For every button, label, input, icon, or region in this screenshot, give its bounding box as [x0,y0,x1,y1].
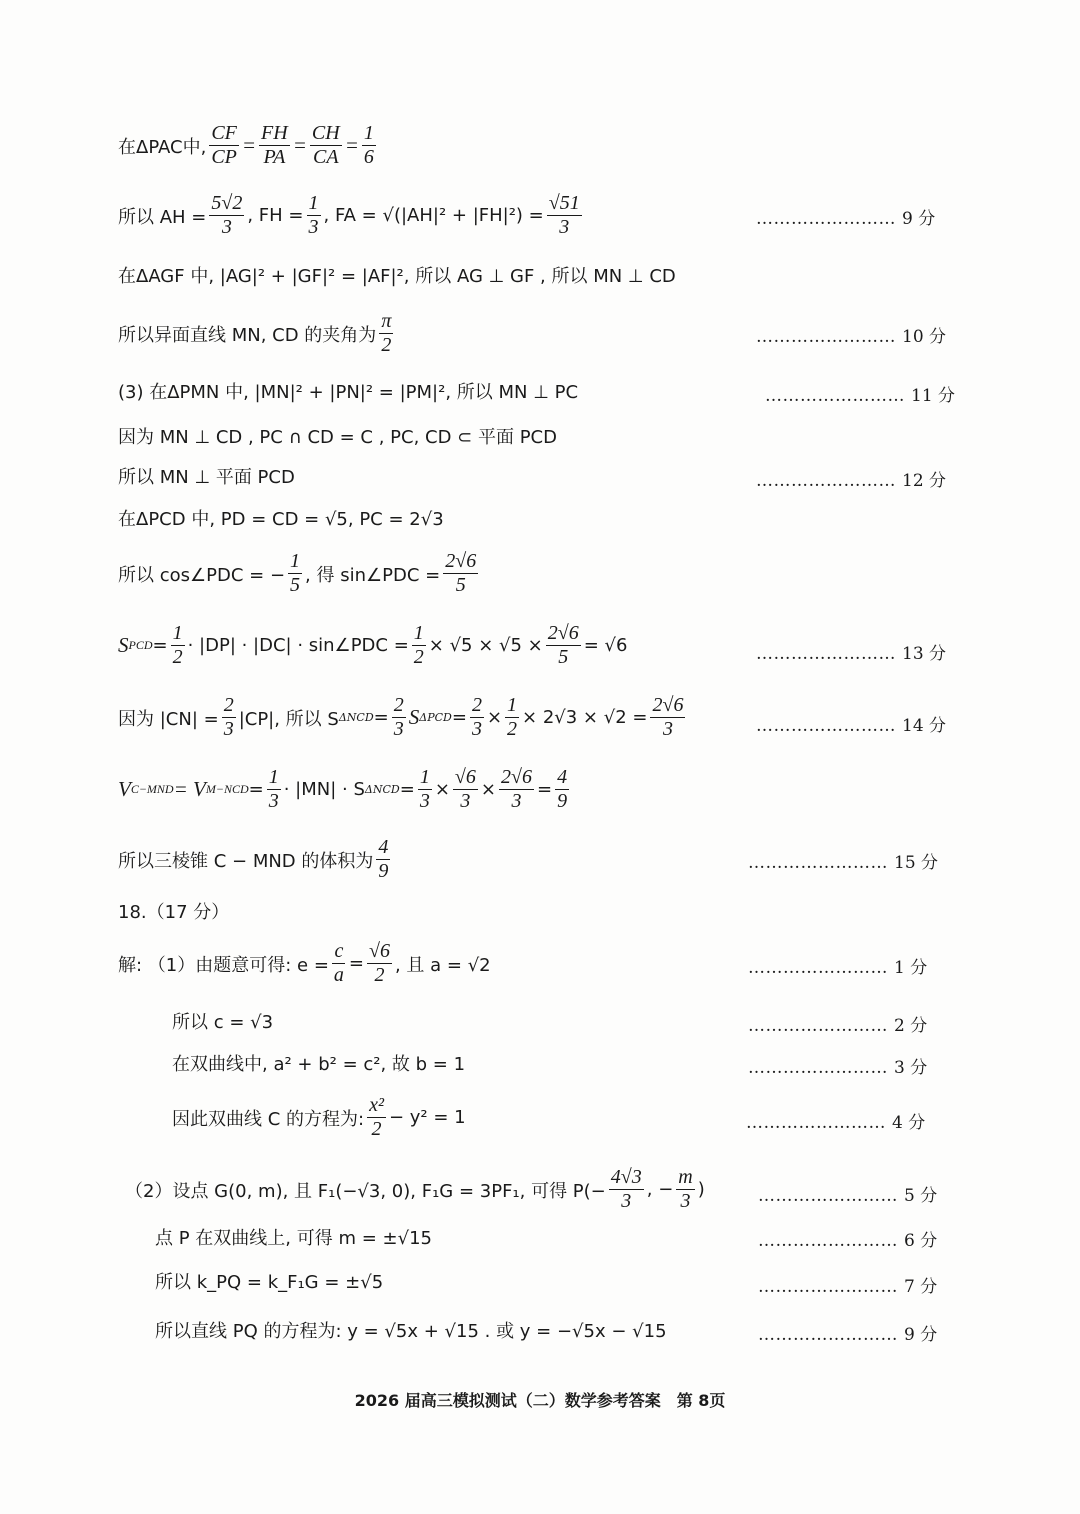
line-text: , 得 sin∠PDC = [305,564,441,586]
line-text: ) [697,1179,705,1200]
fraction: $\frac{2√6}{3}$ [652,694,684,740]
fraction: $\frac{\pi}{2}$ [381,310,392,356]
solution-line [172,1050,465,1076]
solution-line [155,1317,667,1343]
line-text: 解: （1）由题意可得: e = [118,954,329,976]
line-text: , − [646,1179,674,1200]
fraction: $\frac{1}{3}$ [419,766,430,812]
score-mark: …………………… 14 分 [756,716,947,736]
line-text: 因为 MN ⊥ CD , PC ∩ CD = C , PC, CD ⊂ 平面 PCD [118,427,557,448]
fraction: $\frac{1}{2}$ [507,694,518,740]
line-text: = [399,779,415,800]
line-text: 所以 cos∠PDC = − [118,564,286,586]
solution-line: S PCD = $\frac{1}{2}$ · |DP| · |DC| · sin∠PDC = $\frac{1}{2}$ × √5 × √5 × $\frac{2√6}{5}$ = √6 [118,622,628,668]
solution-line [172,1094,466,1141]
solution-line [118,310,396,357]
line-text: 因此双曲线 C 的方程为: [172,1108,365,1130]
line-text: × √5 × √5 × [428,635,543,656]
fraction: $\frac{2√6}{5}$ [547,622,579,668]
score-mark: …………………… 6 分 [758,1231,938,1251]
line-text: = [373,707,389,728]
fraction: $\frac{1}{2}$ [172,622,183,668]
fraction: $\frac{1}{3}$ [308,192,319,238]
line-text: 所以 MN ⊥ 平面 PCD [118,467,295,488]
score-mark: …………………… 7 分 [758,1277,938,1297]
line-text: 所以直线 PQ 的方程为: y = √5x + √15 . 或 y = −√5x − √15 [155,1321,667,1342]
fraction: $\frac{FH}{PA}$ [261,122,288,168]
line-text: , FH = [247,205,304,226]
solution-line [118,505,444,531]
fraction: $\frac{√6}{3}$ [454,766,476,812]
solution-line: V C−MND = V M−NCD = $\frac{1}{3}$ · |MN| · S ΔNCD = $\frac{1}{3}$ × $\frac{√6}{3}$ × $\frac{2√6}{3}$ = $\frac{4}{9}$ [118,766,568,812]
solution-line [118,550,481,597]
fraction: $\frac{1}{3}$ [268,766,279,812]
fraction: $\frac{1}{5}$ [290,550,301,596]
line-text: 在ΔAGF 中, |AG|² + |GF|² = |AF|², 所以 AG ⊥ GF , 所以 MN ⊥ CD [118,266,676,287]
line-text: − y² = 1 [388,1107,466,1128]
solution-line: 在ΔPAC中, $\frac{CF}{CP}$ = $\frac{FH}{PA}$ = $\frac{CH}{CA}$ = $\frac{1}{6}$ [118,122,374,168]
line-text: = [536,779,553,800]
fraction: $\frac{1}{2}$ [413,622,424,668]
solution-line [118,262,676,288]
fraction: $\frac{\text{x²}}{2}$ [369,1094,384,1140]
fraction: $\frac{2}{3}$ [223,694,234,740]
solution-line [118,378,578,404]
line-text: 在ΔPCD 中, PD = CD = √5, PC = 2√3 [118,509,444,530]
line-text: |CP|, 所以 S [238,708,339,730]
line-text: , FA = √(|AH|² + |FH|²) = [323,205,544,226]
line-text: × 2√3 × √2 = [522,707,648,728]
fraction: $\frac{CF}{CP}$ [211,122,237,168]
fraction: $\frac{2}{3}$ [393,694,404,740]
fraction: $\frac{√51}{3}$ [548,192,580,238]
page-footer: 2026 届高三模拟测试（二）数学参考答案 第 8页 [354,1391,726,1410]
fraction: $\frac{CH}{CA}$ [311,122,340,168]
solution-line [118,836,393,883]
question-header [118,898,229,924]
line-text: × [486,707,503,728]
line-text: 所以 c = √3 [172,1012,274,1033]
line-text: × [434,779,450,800]
line-text: 所以 AH = [118,206,207,228]
fraction: $\frac{4}{9}$ [378,836,389,882]
score-mark: …………………… 3 分 [748,1058,928,1078]
line-text: 18.（17 分） [118,902,230,923]
score-mark: …………………… 1 分 [748,958,928,978]
score-mark: …………………… 10 分 [756,327,947,347]
line-text: = [248,779,264,800]
line-text: 在ΔPAC中, [118,136,207,158]
line-text: 因为 |CN| = [118,708,219,730]
solution-line [155,1268,383,1294]
fraction: $\frac{2√6}{3}$ [500,766,532,812]
score-mark: …………………… 2 分 [748,1016,928,1036]
score-mark: …………………… 11 分 [765,386,956,406]
score-mark: …………………… 12 分 [756,471,947,491]
score-mark: …………………… 9 分 [756,209,936,229]
score-mark: …………………… 9 分 [758,1325,938,1345]
line-text: = √6 [583,635,628,656]
solution-line [118,192,585,239]
solution-line [125,1166,705,1213]
line-text: 在双曲线中, a² + b² = c², 故 b = 1 [172,1054,466,1075]
line-text: 所以 k_PQ = k_F₁G = ±√5 [155,1272,384,1293]
line-text: × [480,779,496,800]
solution-line [155,1224,432,1250]
score-mark: …………………… 13 分 [756,644,947,664]
solution-line: 因为 |CN| = $\frac{2}{3}$ |CP|, 所以 S ΔNCD = $\frac{2}{3}$ S ΔPCD = $\frac{2}{3}$ × $\frac{1}{2}$ × 2√3 × √2 = $\frac{2√6}{3}$ [118,694,684,740]
line-text: , 且 a = √2 [394,954,491,976]
line-text: = [348,953,364,974]
line-text: = [451,707,467,728]
line-text: 所以三棱锥 C − MND 的体积为 [118,850,374,872]
solution-line [118,423,557,449]
line-text: （2）设点 G(0, m), 且 F₁(−√3, 0), F₁G = 3PF₁, 可得 P(− [125,1180,606,1202]
line-text: 所以异面直线 MN, CD 的夹角为 [118,324,377,346]
line-text: = [152,635,168,656]
solution-line [118,463,295,489]
fraction: $\frac{1}{6}$ [363,122,374,168]
score-mark: …………………… 4 分 [746,1113,926,1133]
fraction: $\frac{2√6}{5}$ [445,550,477,596]
line-text: · |DP| · |DC| · sin∠PDC = [187,635,409,656]
fraction: $\frac{4√3}{3}$ [610,1166,642,1212]
score-mark: …………………… 5 分 [758,1186,938,1206]
fraction: $\frac{m}{3}$ [678,1166,693,1212]
fraction: $\frac{2}{3}$ [471,694,482,740]
score-mark: …………………… 15 分 [748,853,939,873]
fraction: $\frac{5√2}{3}$ [211,192,243,238]
line-text: 点 P 在双曲线上, 可得 m = ±√15 [155,1228,432,1249]
fraction: $\frac{4}{9}$ [557,766,568,812]
solution-line [118,940,491,987]
line-text: (3) 在ΔPMN 中, |MN|² + |PN|² = |PM|², 所以 MN ⊥ PC [118,382,579,403]
fraction: $\frac{√6}{2}$ [369,940,390,986]
solution-line [172,1008,273,1034]
line-text: · |MN| · S [283,779,365,800]
fraction: $\frac{c}{a}$ [333,940,344,986]
